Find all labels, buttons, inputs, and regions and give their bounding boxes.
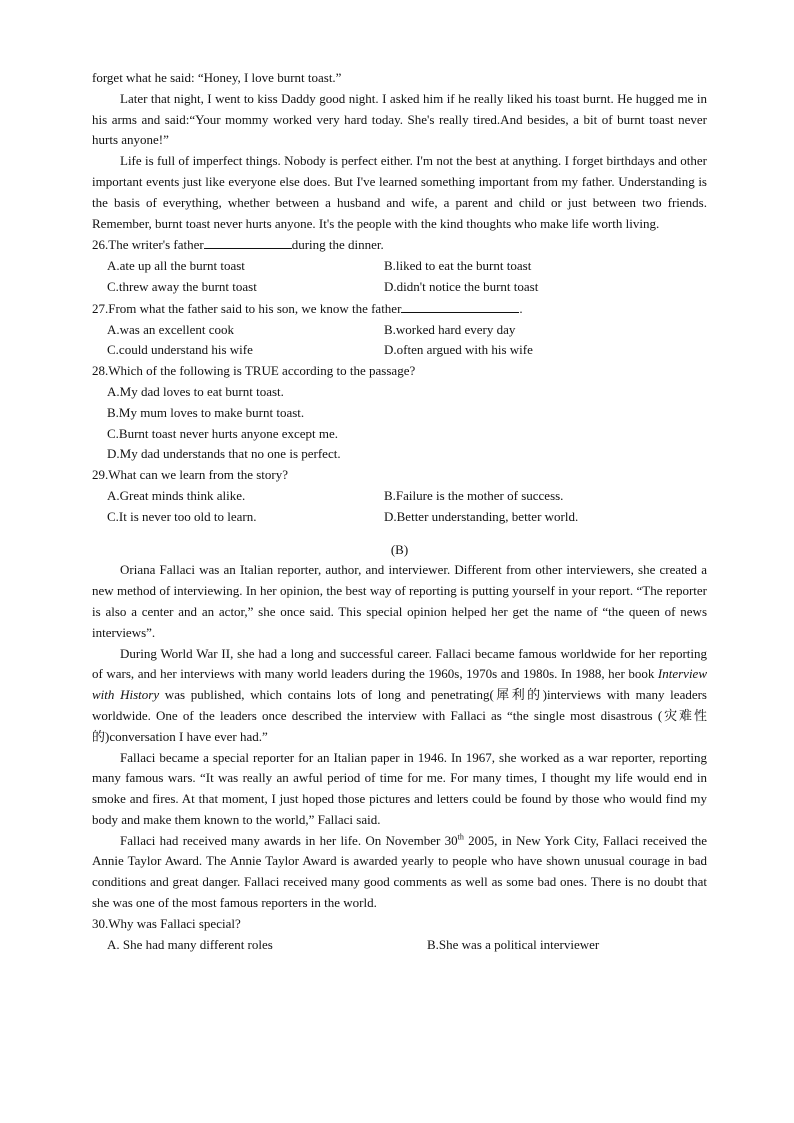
options-row (92, 507, 707, 528)
answer-blank (401, 298, 519, 313)
passage-b-paragraph: Fallaci became a special reporter for an Italian paper in 1946. In 1967, she worked as a war reporter, reporting many famous wars. “It was really an awful period of time for me. For many times, I thought my life would end in smoke and fires. At that moment, I just hoped those pictures and letters could be found by those who would find my body and make them known to the world,” Fallaci said. (92, 749, 707, 827)
paragraph-text: 2005, in New York City, Fallaci received the Annie Taylor Award. The Annie Taylor Award is awarded yearly to people who have shown unusual courage in bad conditions and great danger. Fallaci received many good comments as well as some bad ones. There is no doubt that she was one of the most famous reporters in the world. (92, 832, 708, 911)
options-row (92, 935, 707, 956)
option-a: A.Great minds think alike. (107, 487, 246, 503)
question-stem-text: 27.From what the father said to his son, we know the father (92, 300, 402, 316)
options-row (92, 340, 707, 361)
answer-blank (204, 234, 292, 249)
option-c: C.threw away the burnt toast (107, 278, 257, 294)
options-row (92, 320, 707, 341)
option-a: A.was an excellent cook (107, 321, 235, 337)
ordinal-suffix: th (457, 832, 464, 842)
paragraph-text: During World War II, she had a long and successful career. Fallaci became famous worldwide for her reporting of wars, and her interviews with many world leaders during the 1960s, 1970s and 1980s. In 1988, her book (92, 645, 707, 682)
option-b: B.worked hard every day (384, 321, 516, 337)
option-a: A.ate up all the burnt toast (107, 258, 245, 274)
options-row (92, 486, 707, 507)
book-title: Interview with History (92, 666, 707, 703)
option-d: D.didn't notice the burnt toast (384, 278, 539, 294)
section-b-heading: (B) (390, 541, 409, 557)
options-row (92, 277, 707, 298)
option-d: D.My dad understands that no one is perfect. (107, 446, 341, 462)
option-c: C.It is never too old to learn. (107, 508, 257, 524)
option-c: C.could understand his wife (107, 342, 253, 358)
question-29-stem: 29.What can we learn from the story? (92, 467, 289, 483)
paragraph-text: was published, which contains lots of long and penetrating(犀利的)interviews with many leaders worldwide. One of the leaders once described the interview with Fallaci as “the single most disastrous (灾难性的)conversation I have ever had.” (92, 687, 707, 744)
passage-a-paragraph: Later that night, I went to kiss Daddy good night. I asked him if he really liked his toast burnt. He hugged me in his arms and said:“Your mommy worked very hard today. She's really tired.And besides, a bit of burnt toast never hurts anyone!” (92, 90, 707, 148)
question-stem-text: during the dinner. (291, 237, 384, 253)
question-30-stem: 30.Why was Fallaci special? (92, 915, 241, 931)
option-b: B.liked to eat the burnt toast (384, 258, 532, 274)
options-row (92, 256, 707, 277)
question-27-stem (92, 298, 707, 320)
option-c: C.Burnt toast never hurts anyone except me. (107, 425, 339, 441)
passage-b-paragraph (92, 644, 707, 748)
passage-a-paragraph: Life is full of imperfect things. Nobody is perfect either. I'm not the best at anything. I forget birthdays and other important events just like everyone else does. But I've learned something important from my father. Understanding is the basis of everything, whether between a husband and wife, a parent and child or just between two friends. Remember, burnt toast never hurts anyone. It's the people with the kind thoughts who make life worth living. (92, 153, 707, 231)
option-d: D.often argued with his wife (384, 342, 533, 358)
question-28-stem: 28.Which of the following is TRUE according to the passage? (92, 363, 416, 379)
paragraph-text: Fallaci had received many awards in her life. On November 30 (120, 832, 458, 848)
question-stem-text: . (519, 300, 523, 316)
passage-b-paragraph: Oriana Fallaci was an Italian reporter, author, and interviewer. Different from other interviewers, she created a new method of interviewing. In her opinion, the best way of reporting is putting yourself in your report. “The reporter is also a center and an actor,” she once said. This special opinion helped her get the name of “the queen of news interviews”. (92, 562, 707, 640)
option-a: A.My dad loves to eat burnt toast. (107, 383, 284, 399)
option-b: B.My mum loves to make burnt toast. (107, 404, 305, 420)
option-d: D.Better understanding, better world. (384, 508, 579, 524)
document-page (92, 68, 707, 955)
option-a: A. She had many different roles (107, 936, 273, 952)
question-26-stem (92, 234, 707, 256)
question-stem-text: 26.The writer's father (92, 237, 204, 253)
passage-a-paragraph: forget what he said: “Honey, I love burnt toast.” (92, 70, 342, 85)
option-b: B.Failure is the mother of success. (384, 487, 564, 503)
option-b: B.She was a political interviewer (427, 936, 600, 952)
passage-b-paragraph (92, 831, 707, 914)
